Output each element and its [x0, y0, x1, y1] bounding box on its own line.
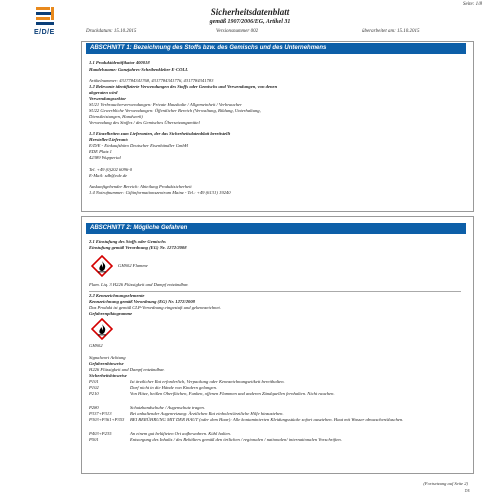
flame-pictogram-icon	[91, 255, 113, 277]
precautionary-heading: Sicherheitshinweise	[89, 373, 127, 378]
manufacturer-label: Hersteller/Lieferant:	[89, 137, 129, 142]
p-text: Ist ärztlicher Rat erforderlich, Verpackung oder Kennzeichnungsetikett bereithalten.	[130, 379, 285, 384]
ghs02-label: GHS02	[89, 343, 103, 348]
p-text: Bei anhaltender Augenreizung: Ärztlichen Rat einholen/ärztliche Hilfe hinzuziehen.	[130, 411, 284, 416]
company-email[interactable]: E-Mail: sdb@ede.de	[89, 173, 128, 178]
p-code: P337+P313	[89, 411, 112, 416]
document-subtitle: gemäß 1907/2006/EG, Artikel 31	[209, 19, 291, 25]
label-elements-heading: 2.2 Kennzeichnungselemente	[89, 293, 145, 298]
company-city: 42389 Wuppertal	[89, 155, 121, 160]
page-number: Seite: 1/8	[462, 2, 482, 7]
classification-regulation: Einstufung gemäß Verordnung (EG) Nr. 1272/2008	[89, 245, 187, 250]
clp-statement: Das Produkt ist gemäß CLP-Verordnung eingestuft und gekennzeichnet.	[89, 305, 221, 310]
p-text: Schutzhandschuhe / Augenschutz tragen.	[130, 405, 205, 410]
p-code: P101	[89, 379, 99, 384]
substance-use: Verwendung des Stoffes / des Gemisches Übersetzungsmittel	[89, 120, 200, 125]
identified-uses-cont: abgeraten wird	[89, 90, 118, 95]
supplier-heading: 1.3 Einzelheiten zum Lieferanten, der das Sicherheitsdatenblatt bereitstellt	[89, 131, 231, 136]
identified-uses: 1.2 Relevante identifizierte Verwendungen des Stoffs oder Gemischs und Verwendungen, von denen	[89, 84, 278, 89]
company-street: EDE Platz 1	[89, 149, 112, 154]
use-su22-cont: Dienstleistungen, Handwerk)	[89, 114, 143, 119]
p-text: Entsorgung des Inhalts / des Behälters gemäß den örtlichen / regionalen / nationalen/ internationalen Vorschriften.	[130, 437, 342, 442]
hazard-classification: Flam. Liq. 3 H226 Flüssigkeit und Dampf entzündbar.	[89, 282, 189, 287]
p-code: P210	[89, 391, 99, 396]
classification-heading: 2.1 Einstufung des Stoffs oder Gemischs	[89, 239, 166, 244]
hazard-statement-h226: H226 Flüssigkeit und Dampf entzündbar.	[89, 367, 165, 372]
info-department: Auskunftgebender Bereich: Abteilung Produktsicherheit	[89, 184, 192, 189]
p-text: BEI BERÜHRUNG MIT DER HAUT (oder dem Haar): Alle kontaminierten Kleidungsstücke sofort ausziehen. Haut mit Wasser abwaschen/duschen.	[130, 417, 404, 422]
section1-title: ABSCHNITT 1: Bezeichnung des Stoffs bzw. des Gemischs und des Unternehmens	[86, 43, 466, 54]
use-sector-heading: Verwendungssektor	[89, 96, 127, 101]
product-identifier: 1.1 Produktidentifikator 400018	[89, 60, 150, 65]
hazard-statements-heading: Gefahrenhinweise	[89, 361, 124, 366]
print-date: Druckdatum: 15.10.2015	[86, 29, 137, 34]
p-code: P303+P361+P353	[89, 417, 125, 422]
section2-title: ABSCHNITT 2: Mögliche Gefahren	[86, 223, 466, 234]
p-code: P403+P235	[89, 431, 112, 436]
p-text: An einem gut belüfteten Ort aufbewahren. Kühl halten.	[130, 431, 232, 436]
use-su22: SU22 Gewerbliche Verwendungen: Öffentlicher Bereich (Verwaltung, Bildung, Unterhaltung,	[89, 108, 261, 113]
labelling-regulation: Kennzeichnung gemäß Verordnung (EG) Nr. 1272/2008	[89, 299, 195, 304]
flame-pictogram-icon	[91, 318, 113, 340]
p-text: Von Hitze, heißen Oberflächen, Funken, offenen Flammen und anderen Zündquellen fernhalten. Nicht rauchen.	[130, 391, 335, 396]
continued-note: (Fortsetzung auf Seite 2)	[423, 481, 468, 486]
revision-date: überarbeitet am: 15.10.2015	[362, 29, 420, 34]
emergency-number: 1.4 Notrufnummer: Giftinformationszentrum Mainz - Tel.: +49 (6131) 19240	[89, 190, 231, 195]
ghs02-flame-label: GHS02 Flamme	[118, 263, 148, 268]
p-code: P280	[89, 405, 99, 410]
version-number: Versionsnummer 002	[216, 29, 259, 34]
p-text: Darf nicht in die Hände von Kindern gelangen.	[130, 385, 218, 390]
signal-word: Signalwort Achtung	[89, 355, 126, 360]
company-name: E/D/E - Einkaufsbüro Deutscher Eisenhändler GmbH	[89, 143, 188, 148]
trade-name: Handelsname: Ganzjahres-Scheibenkleber E-COLL	[89, 67, 189, 72]
footer-code: DE	[464, 488, 470, 493]
company-phone: Tel. +49 (0)202 6096-0	[89, 167, 132, 172]
logo-text: E/D/E	[34, 29, 55, 36]
document-title: Sicherheitsdatenblatt	[210, 7, 290, 17]
p-code: P501	[89, 437, 99, 442]
use-su21: SU21 Verbraucherverwendungen: Private Haushalte / Allgemeinheit / Verbraucher	[89, 102, 242, 107]
divider	[89, 291, 461, 292]
p-code: P102	[89, 385, 99, 390]
pictograms-heading: Gefahrenpiktogramme	[89, 311, 133, 316]
article-numbers: Artikelnummer: 4317784341768, 4317784341776, 4317784341783	[89, 78, 214, 83]
